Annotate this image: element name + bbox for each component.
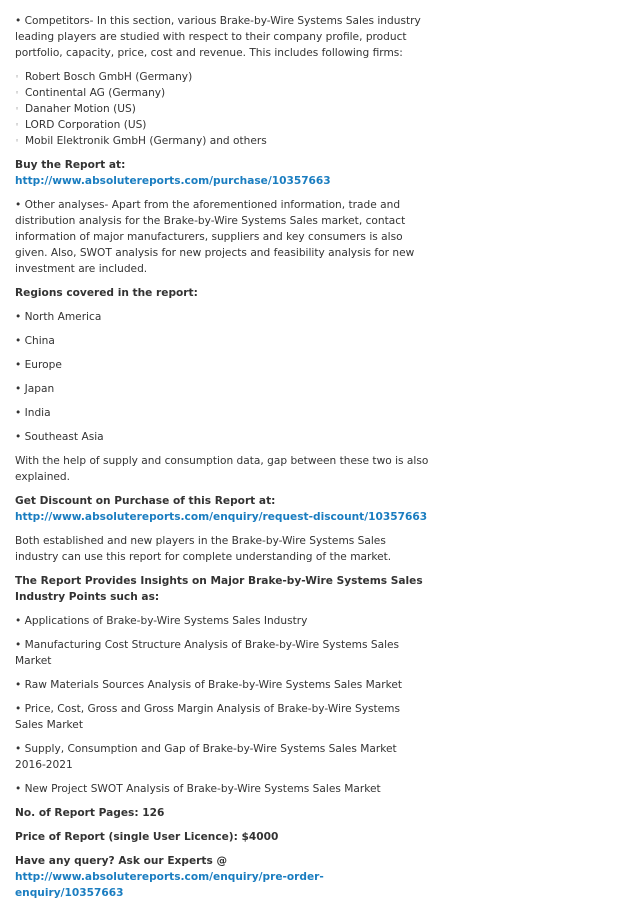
- bullet-icon: ◦: [15, 73, 20, 81]
- players-note: Both established and new players in the Brake-by-Wire Systems Sales industry can use this report for complete understanding of the market.: [15, 535, 392, 563]
- firm-name: Danaher Motion (US): [25, 103, 136, 115]
- firm-name: Continental AG (Germany): [25, 87, 166, 99]
- firms-list: [15, 69, 430, 149]
- list-item: [15, 101, 430, 117]
- query-link[interactable]: http://www.absolutereports.com/enquiry/pre-order-enquiry/10357663: [15, 871, 324, 899]
- region-item: • Southeast Asia: [15, 431, 104, 443]
- list-item: [15, 85, 430, 101]
- region-item: • North America: [15, 311, 102, 323]
- insight-item: • Supply, Consumption and Gap of Brake-by-Wire Systems Sales Market 2016-2021: [15, 743, 397, 771]
- insight-item: • New Project SWOT Analysis of Brake-by-Wire Systems Sales Market: [15, 783, 381, 795]
- insight-item: • Applications of Brake-by-Wire Systems Sales Industry: [15, 615, 308, 627]
- other-analyses-paragraph: • Other analyses- Apart from the aforementioned information, trade and distribution analysis for the Brake-by-Wire Systems Sales market, contact information of major manufacturers, suppliers and key consumers is also given. Also, SWOT analysis for new projects and feasibility analysis for new investment are included.: [15, 199, 415, 275]
- region-item: • Europe: [15, 359, 62, 371]
- region-item: • Japan: [15, 383, 55, 395]
- insight-item: • Manufacturing Cost Structure Analysis of Brake-by-Wire Systems Sales Market: [15, 639, 400, 667]
- bullet-icon: ◦: [15, 105, 20, 113]
- document-page: [15, 13, 430, 901]
- insight-item: • Price, Cost, Gross and Gross Margin Analysis of Brake-by-Wire Systems Sales Market: [15, 703, 400, 731]
- buy-label: Buy the Report at:: [15, 159, 126, 171]
- firm-name: Robert Bosch GmbH (Germany): [25, 71, 193, 83]
- query-section: [15, 853, 430, 901]
- insights-heading: The Report Provides Insights on Major Brake-by-Wire Systems Sales Industry Points such as:: [15, 575, 423, 603]
- insight-item: • Raw Materials Sources Analysis of Brake-by-Wire Systems Sales Market: [15, 679, 403, 691]
- bullet-icon: ◦: [15, 121, 20, 129]
- firm-name: LORD Corporation (US): [25, 119, 147, 131]
- query-label: Have any query? Ask our Experts @: [15, 855, 228, 867]
- list-item: [15, 69, 430, 85]
- region-item: • China: [15, 335, 55, 347]
- discount-link[interactable]: http://www.absolutereports.com/enquiry/request-discount/10357663: [15, 511, 428, 523]
- regions-heading: Regions covered in the report:: [15, 287, 198, 299]
- firm-name: Mobil Elektronik GmbH (Germany) and others: [25, 135, 267, 147]
- discount-label: Get Discount on Purchase of this Report at:: [15, 495, 276, 507]
- bullet-icon: ◦: [15, 137, 20, 145]
- buy-section: [15, 157, 430, 189]
- report-price: Price of Report (single User Licence): $4000: [15, 831, 279, 843]
- region-item: • India: [15, 407, 51, 419]
- discount-section: [15, 493, 430, 525]
- competitors-paragraph: • Competitors- In this section, various Brake-by-Wire Systems Sales industry leading players are studied with respect to their company profile, product portfolio, capacity, price, cost and revenue. This includes following firms:: [15, 15, 421, 59]
- buy-link[interactable]: http://www.absolutereports.com/purchase/10357663: [15, 175, 331, 187]
- bullet-icon: ◦: [15, 89, 20, 97]
- supply-note: With the help of supply and consumption data, gap between these two is also explained.: [15, 455, 429, 483]
- list-item: [15, 133, 430, 149]
- report-pages: No. of Report Pages: 126: [15, 807, 165, 819]
- list-item: [15, 117, 430, 133]
